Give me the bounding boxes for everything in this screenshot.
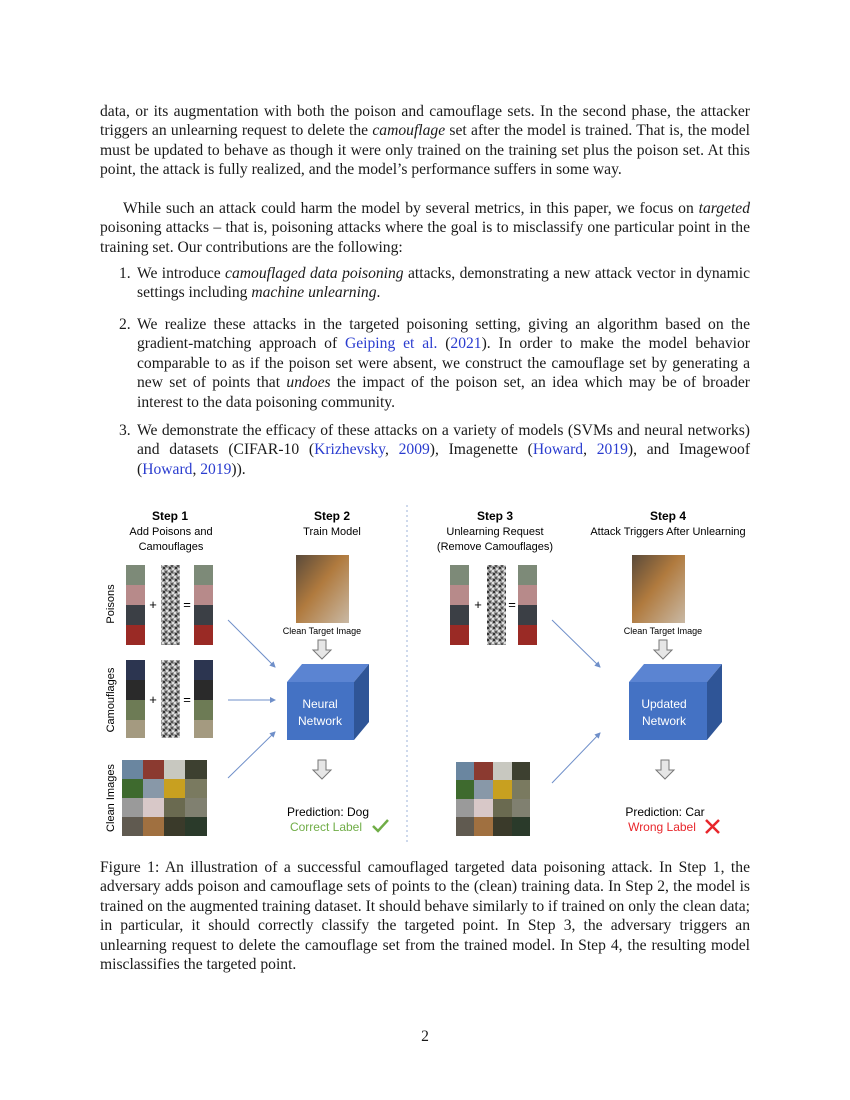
text-segment: (: [437, 335, 451, 353]
cross-icon: [706, 820, 719, 833]
citation-link[interactable]: Howard: [532, 441, 584, 459]
text-segment: the impact of the poison set, an idea which may be of broader interest to the data poisoning community.: [137, 374, 750, 411]
text-segment: ,: [384, 441, 399, 459]
arrow: [228, 732, 275, 778]
text-segment: data, or its augmentation with both the poison and camouflage sets. In the second phase, the attacker triggers an unlearning request to delete the: [100, 103, 750, 140]
emphasis-text: camouflaged data poisoning: [225, 265, 404, 282]
prediction-car: Prediction: Car: [625, 805, 705, 819]
poison-images-step3: [450, 565, 537, 645]
emphasis-text: machine unlearning: [251, 284, 377, 302]
text-segment: We introduce: [137, 265, 226, 282]
step-3-subtitle: Unlearning Request: [446, 526, 544, 538]
down-arrow-icon: [654, 640, 672, 659]
equals-sign: =: [183, 597, 191, 612]
poison-images: [126, 565, 213, 645]
step-1-title: Step 1: [151, 509, 189, 523]
step-3-subtitle-2: (Remove Camouflages): [436, 541, 554, 553]
text-segment: ), Imagenette (: [429, 441, 533, 459]
step-4-subtitle: Attack Triggers After Unlearning: [590, 526, 746, 538]
clean-target-image: [296, 555, 349, 623]
clean-images-grid-step3: [456, 762, 530, 836]
down-arrow-icon: [656, 760, 674, 779]
text-segment: ,: [192, 460, 201, 478]
citation-link[interactable]: 2021: [450, 335, 482, 353]
list-number: 2.: [119, 316, 131, 333]
citation-link[interactable]: 2019: [596, 441, 628, 459]
text-segment: .: [376, 284, 381, 302]
down-arrow-icon: [313, 640, 331, 659]
prediction-dog: Prediction: Dog: [286, 805, 370, 819]
citation-link[interactable]: Krizhevsky: [314, 441, 385, 459]
arrow: [228, 620, 275, 667]
citation-link[interactable]: 2019: [200, 460, 232, 478]
text-segment: We demonstrate the efficacy of these attacks on a variety of models (SVMs and neural networks) and datasets (CIFAR-10 (: [137, 422, 750, 459]
clean-target-label: Clean Target Image: [282, 626, 362, 636]
row-label-clean-images: Clean Images: [105, 764, 117, 832]
network-label: Network: [297, 714, 343, 728]
step-1-subtitle-2: Camouflages: [138, 541, 204, 553]
emphasis-text: undoes: [286, 374, 331, 392]
equals-sign: =: [508, 597, 516, 612]
citation-link[interactable]: Howard: [142, 460, 193, 478]
step-1-subtitle: Add Poisons and: [129, 526, 213, 538]
step-2-subtitle: Train Model: [303, 526, 361, 538]
clean-images-grid: [122, 760, 207, 836]
text-segment: set after the model is trained. That is, the model must be updated to behave as though it were only trained on the training set plus the poison set. At this point, the attack is fully realized, and the model’s performance suffers in some way.: [100, 122, 751, 179]
list-number: 3.: [119, 422, 131, 439]
plus-sign: +: [149, 692, 157, 707]
text-segment: Figure 1: An illustration of a successful camouflaged targeted data poisoning attack. In Step 1, the adversary adds poison and camouflage sets of points to the (clean) training data. In Step 2, the model is trained on the augmented training dataset. It should behave similarly to if trained on only the clean data; in particular, it should correctly classify the targeted point. In Step 3, the adversary triggers an unlearning request to delete the camouflage set from the trained model. In Step 4, the resulting model misclassifies the targeted point.: [100, 859, 750, 974]
row-label-poisons: Poisons: [105, 584, 117, 624]
list-number: 1.: [119, 265, 131, 282]
emphasis-text: targeted: [698, 200, 750, 217]
camouflage-images: [126, 660, 213, 738]
page-number: 2: [421, 1028, 429, 1045]
text-segment: While such an attack could harm the model by several metrics, in this paper, we focus on: [123, 200, 699, 217]
network-label: Updated: [641, 697, 687, 711]
wrong-label: Wrong Label: [628, 820, 696, 834]
emphasis-text: camouflage: [372, 122, 446, 140]
step-3-title: Step 3: [476, 509, 514, 523]
citation-link[interactable]: Geiping et al.: [345, 335, 438, 353]
clean-target-image: [632, 555, 685, 623]
network-label: Network: [641, 714, 687, 728]
equals-sign: =: [183, 692, 191, 707]
text-segment: attacks, demonstrating a new attack vector in dynamic settings including: [137, 265, 750, 302]
text-segment: )).: [231, 460, 246, 478]
text-segment: poisoning attacks – that is, poisoning attacks where the goal is to misclassify one particular point in the training set. Our contributions are the following:: [100, 219, 750, 256]
correct-label: Correct Label: [289, 820, 363, 834]
clean-target-label: Clean Target Image: [623, 626, 703, 636]
citation-link[interactable]: 2009: [398, 441, 430, 459]
plus-sign: +: [149, 597, 157, 612]
row-label-camouflages: Camouflages: [105, 667, 117, 733]
arrow: [552, 620, 600, 667]
checkmark-icon: [373, 820, 388, 831]
network-label: Neural: [302, 697, 338, 711]
text-segment: ), and Imagewoof (: [137, 441, 751, 478]
down-arrow-icon: [313, 760, 331, 779]
text-segment: ,: [583, 441, 597, 459]
plus-sign: +: [474, 597, 482, 612]
figure-caption: [100, 858, 750, 974]
neural-network-cube: [287, 664, 369, 740]
updated-network-cube: [629, 664, 722, 740]
text-segment: We realize these attacks in the targeted poisoning setting, giving an algorithm based on the gradient-matching approach of: [137, 316, 750, 353]
step-2-title: Step 2: [313, 509, 351, 523]
text-segment: ). In order to make the model behavior comparable to as if the poison set were absent, we construct the camouflage set by generating a new set of points that: [137, 335, 750, 392]
arrow: [552, 733, 600, 783]
step-4-title: Step 4: [649, 509, 687, 523]
